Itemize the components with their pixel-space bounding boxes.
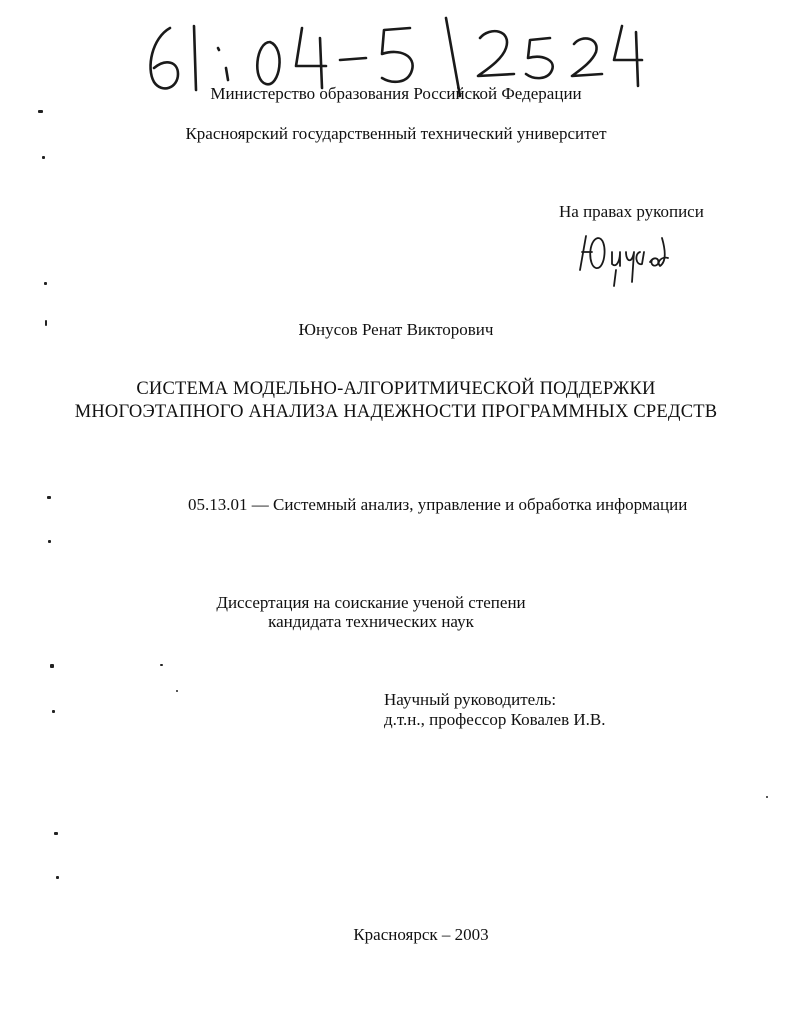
place-and-year: Красноярск – 2003 <box>353 925 489 944</box>
scan-speck <box>52 710 55 713</box>
supervisor-name: д.т.н., профессор Ковалев И.В. <box>384 710 606 729</box>
university-name: Красноярский государственный технический университет <box>185 124 607 143</box>
manuscript-rights-label: На правах рукописи <box>559 202 704 221</box>
scan-speck <box>56 876 59 879</box>
title-line-2: МНОГОЭТАПНОГО АНАЛИЗА НАДЕЖНОСТИ ПРОГРАММНЫХ СРЕДСТВ <box>74 402 718 422</box>
dissertation-title <box>0 378 792 424</box>
specialty-code: 05.13.01 — Системный анализ, управление и обработка информации <box>188 495 688 514</box>
ministry-name: Министерство образования Российской Федерации <box>210 84 582 103</box>
scan-speck <box>766 796 768 798</box>
degree-line-1: Диссертация на соискание ученой степени <box>216 593 526 612</box>
scan-speck <box>160 664 163 666</box>
author-name: Юнусов Ренат Викторович <box>298 320 494 339</box>
author-signature <box>572 222 672 288</box>
scan-speck <box>42 156 45 159</box>
scan-speck <box>47 496 51 499</box>
scan-speck <box>50 664 54 668</box>
scan-speck <box>44 282 47 285</box>
scan-speck <box>48 540 51 543</box>
scan-speck <box>45 320 47 326</box>
degree-line-2: кандидата технических наук <box>268 612 474 631</box>
title-line-1: СИСТЕМА МОДЕЛЬНО-АЛГОРИТМИЧЕСКОЙ ПОДДЕРЖКИ <box>136 379 656 399</box>
supervisor-label: Научный руководитель: <box>384 690 557 709</box>
scan-speck <box>38 110 43 113</box>
scan-speck <box>176 690 178 692</box>
scan-speck <box>54 832 58 835</box>
